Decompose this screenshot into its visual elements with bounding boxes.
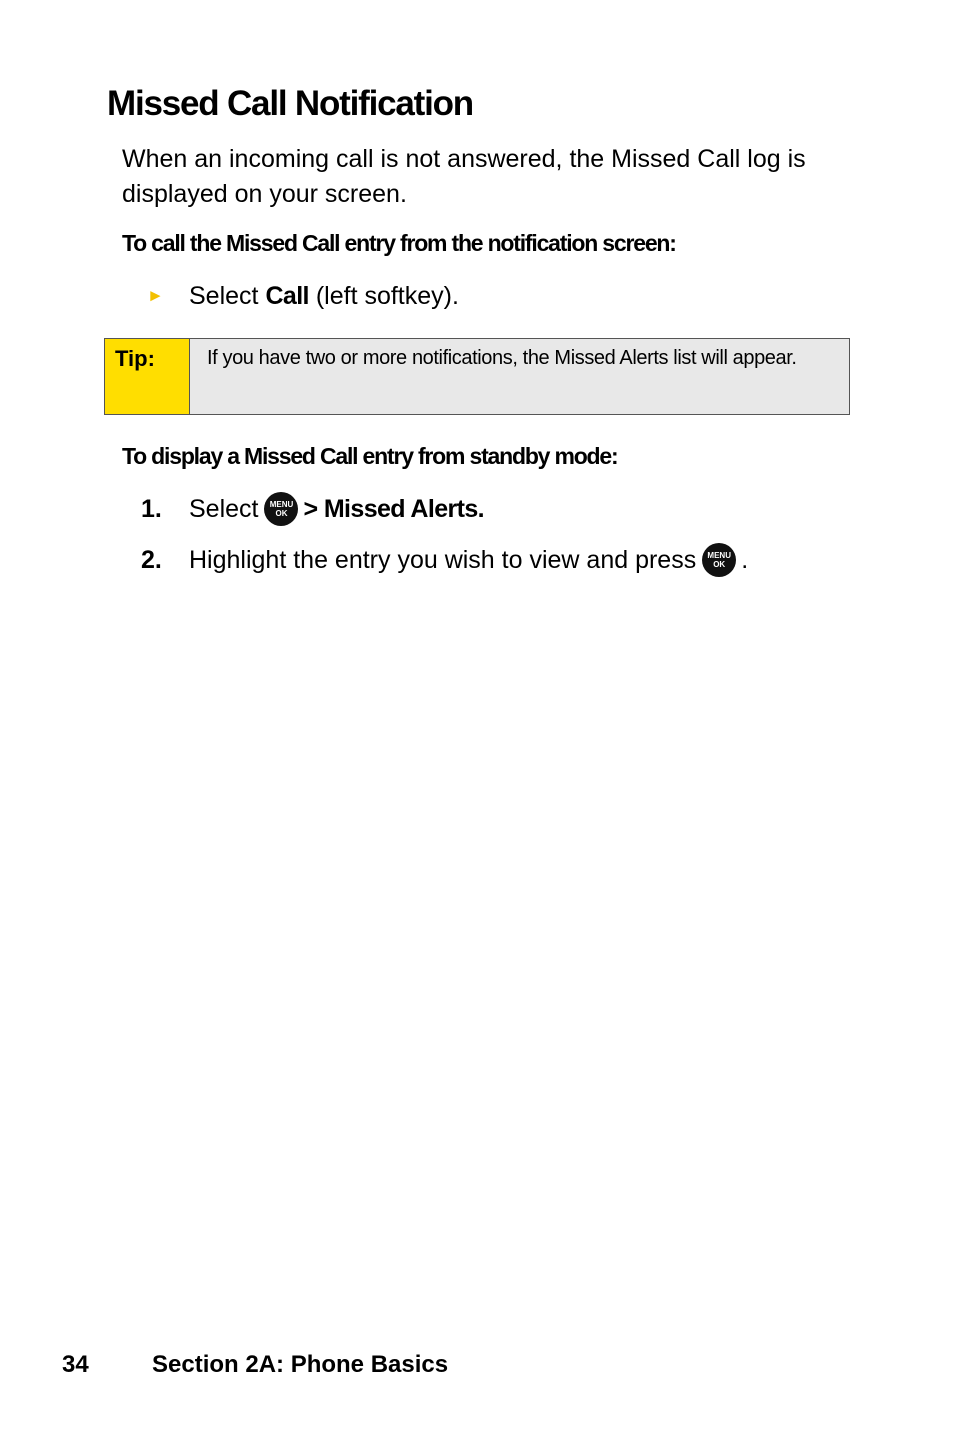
tip-label: Tip: [105, 339, 190, 414]
step-number: 1. [141, 494, 162, 523]
bullet-item [147, 282, 459, 311]
page-footer [62, 1351, 448, 1379]
step-item [141, 543, 748, 577]
section-heading-standby: To display a Missed Call entry from standby mode: [122, 443, 618, 469]
bullet-suffix: (left softkey). [308, 282, 459, 310]
menu-ok-key-icon: MENU OK [702, 543, 736, 577]
step-number: 2. [141, 545, 162, 574]
step-suffix: . [741, 545, 749, 574]
page-number: 34 [62, 1351, 89, 1378]
intro-paragraph: When an incoming call is not answered, the Missed Call log is displayed on your screen. [122, 145, 806, 208]
section-heading-call-from-notification: To call the Missed Call entry from the notification screen: [122, 230, 676, 256]
step-item [141, 492, 484, 526]
step-text: Select [189, 494, 259, 523]
step-text: Highlight the entry you wish to view and press [189, 545, 697, 574]
tip-box [104, 338, 850, 415]
bullet-bold-term: Call [265, 282, 309, 310]
page-title: Missed Call Notification [107, 84, 473, 123]
menu-ok-key-icon: MENU OK [264, 492, 298, 526]
triangle-bullet-icon: ► [147, 286, 164, 305]
tip-text: If you have two or more notifications, the Missed Alerts list will appear. [190, 339, 849, 414]
step-bold-text: > Missed Alerts. [303, 494, 485, 523]
bullet-prefix: Select [189, 282, 266, 310]
section-label: Section 2A: Phone Basics [152, 1351, 449, 1378]
